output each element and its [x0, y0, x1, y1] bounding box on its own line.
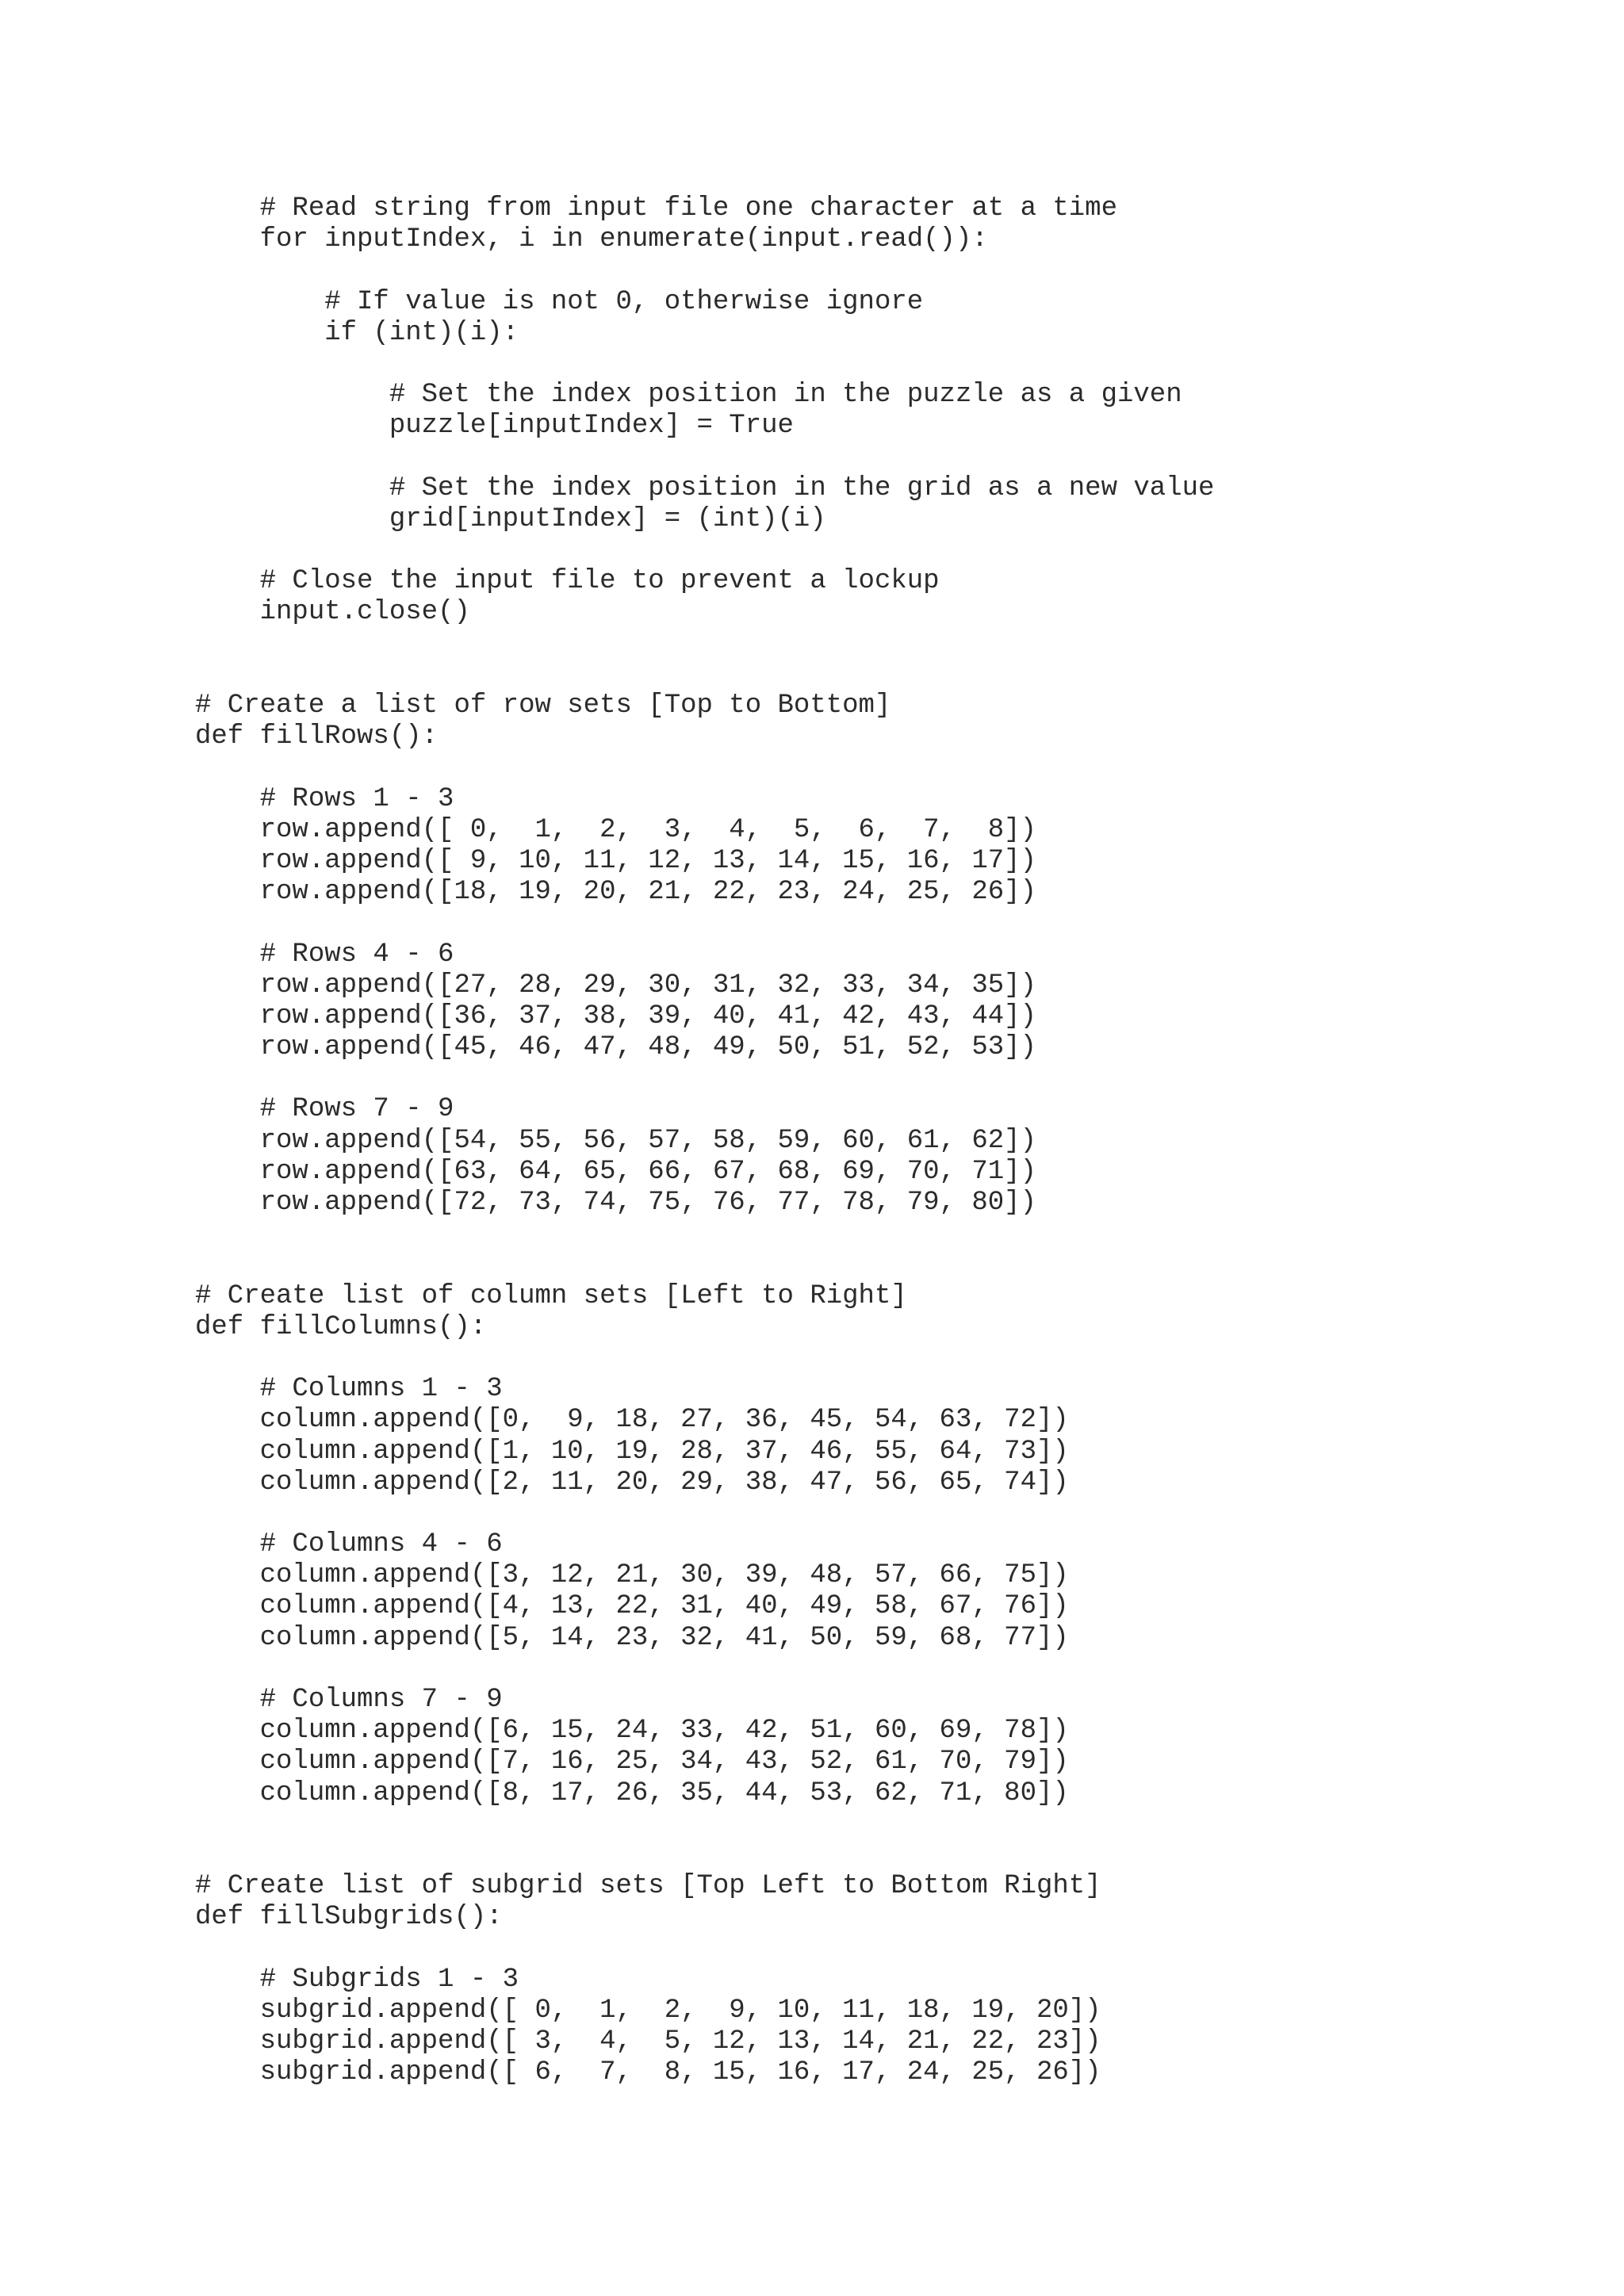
code-line: # Read string from input file one character at a time	[195, 193, 1117, 224]
code-line: # Columns 1 - 3	[195, 1374, 503, 1405]
code-line: def fillRows():	[195, 721, 439, 752]
code-line	[195, 1063, 1543, 1094]
code-line: grid[inputIndex] = (int)(i)	[195, 503, 826, 534]
code-line: subgrid.append([ 0, 1, 2, 9, 10, 11, 18, 19, 20])	[195, 1995, 1101, 2026]
code-line: # Rows 1 - 3	[195, 783, 454, 814]
code-line: for inputIndex, i in enumerate(input.read()):	[195, 224, 988, 255]
code-line	[195, 1498, 1543, 1529]
code-line: row.append([54, 55, 56, 57, 58, 59, 60, 61, 62])	[195, 1125, 1036, 1156]
code-line: row.append([63, 64, 65, 66, 67, 68, 69, 70, 71])	[195, 1156, 1036, 1187]
code-line: input.close()	[195, 597, 470, 628]
code-line	[195, 535, 1543, 566]
code-line: row.append([72, 73, 74, 75, 76, 77, 78, 79, 80])	[195, 1188, 1036, 1218]
code-line: subgrid.append([ 6, 7, 8, 15, 16, 17, 24, 25, 26])	[195, 2057, 1101, 2088]
code-line: # Set the index position in the puzzle as a given	[195, 380, 1182, 411]
code-line: row.append([27, 28, 29, 30, 31, 32, 33, 34, 35])	[195, 970, 1036, 1001]
code-line: # Create a list of row sets [Top to Bottom]	[195, 691, 891, 721]
code-line: # Columns 7 - 9	[195, 1685, 503, 1715]
code-line: # Columns 4 - 6	[195, 1529, 503, 1560]
code-line	[195, 1840, 1543, 1871]
code-line	[195, 1219, 1543, 1249]
code-line	[195, 442, 1543, 473]
code-line: # Subgrids 1 - 3	[195, 1964, 519, 1995]
code-line: column.append([2, 11, 20, 29, 38, 47, 56, 65, 74])	[195, 1467, 1069, 1498]
code-line	[195, 1654, 1543, 1685]
code-line: # Create list of subgrid sets [Top Left to Bottom Right]	[195, 1871, 1101, 1902]
code-line	[195, 255, 1543, 286]
code-line	[195, 1249, 1543, 1280]
code-line	[195, 1809, 1543, 1840]
code-line	[195, 752, 1543, 783]
code-line: # Rows 4 - 6	[195, 939, 454, 970]
code-line	[195, 908, 1543, 939]
code-line: if (int)(i):	[195, 317, 519, 348]
code-line: column.append([4, 13, 22, 31, 40, 49, 58, 67, 76])	[195, 1591, 1069, 1622]
code-line: column.append([1, 10, 19, 28, 37, 46, 55, 64, 73])	[195, 1436, 1069, 1467]
code-line: row.append([36, 37, 38, 39, 40, 41, 42, 43, 44])	[195, 1001, 1036, 1031]
code-line: column.append([8, 17, 26, 35, 44, 53, 62, 71, 80])	[195, 1777, 1069, 1808]
code-line: column.append([5, 14, 23, 32, 41, 50, 59, 68, 77])	[195, 1622, 1069, 1653]
code-line: # Set the index position in the grid as a new value	[195, 473, 1215, 503]
code-line: # Rows 7 - 9	[195, 1094, 454, 1125]
code-line: def fillSubgrids():	[195, 1902, 503, 1933]
code-line	[195, 629, 1543, 660]
code-line	[195, 1343, 1543, 1374]
code-line: # If value is not 0, otherwise ignore	[195, 286, 924, 317]
code-listing	[195, 193, 1543, 2088]
code-line: column.append([7, 16, 25, 34, 43, 52, 61, 70, 79])	[195, 1747, 1069, 1777]
code-line: row.append([ 9, 10, 11, 12, 13, 14, 15, 16, 17])	[195, 845, 1036, 876]
code-line	[195, 349, 1543, 380]
code-line: # Create list of column sets [Left to Right]	[195, 1280, 907, 1311]
code-line: column.append([3, 12, 21, 30, 39, 48, 57, 66, 75])	[195, 1560, 1069, 1591]
code-line: # Close the input file to prevent a lockup	[195, 566, 940, 597]
code-line: puzzle[inputIndex] = True	[195, 411, 794, 442]
code-line	[195, 660, 1543, 691]
code-line: row.append([18, 19, 20, 21, 22, 23, 24, 25, 26])	[195, 877, 1036, 908]
code-line: column.append([6, 15, 24, 33, 42, 51, 60, 69, 78])	[195, 1716, 1069, 1747]
code-line: row.append([ 0, 1, 2, 3, 4, 5, 6, 7, 8])	[195, 814, 1036, 845]
code-line	[195, 1934, 1543, 1965]
code-line: def fillColumns():	[195, 1311, 487, 1342]
code-line: subgrid.append([ 3, 4, 5, 12, 13, 14, 21, 22, 23])	[195, 2026, 1101, 2057]
code-line: column.append([0, 9, 18, 27, 36, 45, 54, 63, 72])	[195, 1405, 1069, 1436]
code-line: row.append([45, 46, 47, 48, 49, 50, 51, 52, 53])	[195, 1032, 1036, 1063]
